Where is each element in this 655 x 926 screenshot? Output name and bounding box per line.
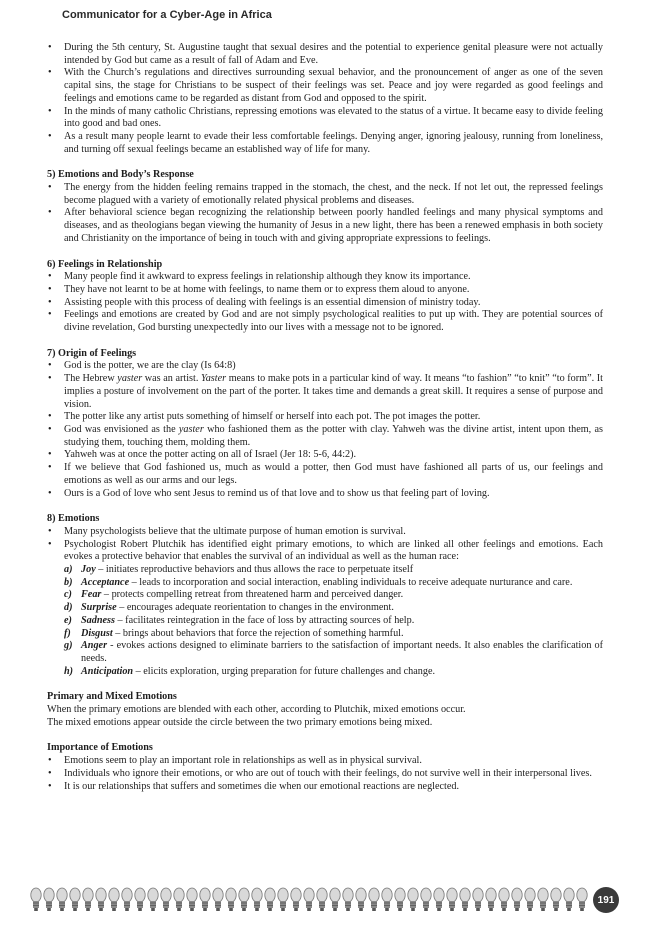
paragraph: The mixed emotions appear outside the circle between the two primary emotions being mixed. bbox=[47, 716, 433, 728]
section-list bbox=[47, 271, 603, 335]
list-item: • Individuals who ignore their emotions, or who are out of touch with their feelings, do not survive well in their interpersonal lives. bbox=[47, 768, 603, 781]
list-item bbox=[47, 373, 603, 411]
item-letter: e) bbox=[64, 614, 72, 626]
section-heading: Importance of Emotions bbox=[47, 742, 153, 754]
lightbulb-icon bbox=[173, 887, 185, 913]
emotion-term: Disgust bbox=[81, 627, 113, 639]
lightbulb-icon bbox=[420, 887, 432, 913]
lightbulb-icon bbox=[238, 887, 250, 913]
lightbulb-icon bbox=[160, 887, 172, 913]
emotion-item bbox=[64, 666, 603, 679]
section-list bbox=[47, 526, 603, 564]
emotion-desc: - evokes actions designed to eliminate barriers to the satisfaction of important needs. It also enables the clarification of needs. bbox=[81, 640, 603, 664]
item-letter: b) bbox=[64, 576, 73, 588]
paragraph: When the primary emotions are blended with each other, according to Plutchik, mixed emotions occur. bbox=[47, 704, 466, 716]
emotion-term: Anger bbox=[81, 640, 108, 652]
lightbulb-icon bbox=[537, 887, 549, 913]
emotion-desc: – facilitates reintegration in the face of loss by attracting sources of help. bbox=[114, 614, 415, 626]
list-item: • Many people find it awkward to express feelings in relationship although they know its importance. bbox=[47, 271, 603, 284]
lightbulb-icon bbox=[303, 887, 315, 913]
list-item: • God is the potter, we are the clay (Is 64:8) bbox=[47, 360, 603, 373]
emotion-desc: – initiates reproductive behaviors and thus allows the race to perpetuate itself bbox=[95, 564, 414, 576]
emotion-desc: – protects compelling retreat from threatened harm and perceived danger. bbox=[101, 589, 404, 601]
emotion-item bbox=[64, 628, 603, 641]
lightbulb-icon bbox=[277, 887, 289, 913]
section-emotions bbox=[47, 513, 603, 678]
lightbulb-icon bbox=[121, 887, 133, 913]
lightbulb-icon bbox=[264, 887, 276, 913]
item-letter: c) bbox=[64, 589, 72, 601]
lightbulb-icon bbox=[459, 887, 471, 913]
lightbulb-icon bbox=[316, 887, 328, 913]
lightbulb-icon bbox=[576, 887, 588, 913]
emotion-desc: – elicits exploration, urging preparation for future challenges and change. bbox=[133, 665, 436, 677]
list-item: • The potter like any artist puts something of himself or herself into each pot. The pot images the potter. bbox=[47, 411, 603, 424]
lightbulb-icon bbox=[407, 887, 419, 913]
list-item: • In the minds of many catholic Christians, repressing emotions was elevated to the status of a virtue. It became easy to divide feeling into good and bad ones. bbox=[47, 106, 603, 131]
emotion-term: Surprise bbox=[81, 602, 117, 614]
list-item: • Psychologist Robert Plutchik has identified eight primary emotions, to which are linked all other feelings and emotions. Each evokes a protective behavior that enables the survival of an individual as well as the human race: bbox=[47, 539, 603, 564]
lightbulb-icon bbox=[95, 887, 107, 913]
lightbulb-icon bbox=[43, 887, 55, 913]
item-letter: a) bbox=[64, 564, 73, 576]
section-list bbox=[47, 360, 603, 500]
list-item: • With the Church’s regulations and directives surrounding sexual behavior, and the pronouncement of anger as one of the seven capital sins, the stage for Christians to be suspect of their feelings was set. Peace and joy were regarded as good feelings and feelings and emotions came to be regarded as distant from God and opposed to the spirit. bbox=[47, 67, 603, 105]
lightbulb-icon bbox=[511, 887, 523, 913]
list-item: • Assisting people with this process of dealing with feelings is an essential dimension of ministry today. bbox=[47, 297, 603, 310]
lightbulb-icon bbox=[30, 887, 42, 913]
list-item: • Emotions seem to play an important role in relationships as well as in physical survival. bbox=[47, 755, 603, 768]
lightbulb-icon bbox=[225, 887, 237, 913]
list-item: • They have not learnt to be at home with feelings, to name them or to express them aloud to anyone. bbox=[47, 284, 603, 297]
text-run: was an artist. bbox=[142, 373, 201, 385]
emotion-desc: – brings about behaviors that force the rejection of something harmful. bbox=[112, 627, 404, 639]
emotion-term: Joy bbox=[81, 564, 96, 576]
page-footer bbox=[30, 887, 620, 915]
lightbulb-icon bbox=[550, 887, 562, 913]
lightbulb-icon bbox=[485, 887, 497, 913]
text-run: who fashioned them as the potter with clay. Yahweh was the divine artist, intent upon them, as studying them, touching them, molding them. bbox=[64, 423, 603, 448]
emotion-item bbox=[64, 602, 603, 615]
lightbulb-icon bbox=[394, 887, 406, 913]
section-feelings-relationship bbox=[47, 259, 603, 335]
page-body bbox=[47, 42, 603, 793]
text-run: God was envisioned as the bbox=[64, 423, 179, 435]
lightbulb-icon bbox=[147, 887, 159, 913]
emotion-term: Acceptance bbox=[81, 576, 130, 588]
lightbulb-icon bbox=[342, 887, 354, 913]
list-item: • After behavioral science began recognizing the relationship between poorly handled feelings and many physical symptoms and diseases, and as theologians began viewing the humanity of Jesus in a new light, there has been a renewed emphasis in both society and Christianity on the importance of being in touch with and giving appropriate expressions to feelings. bbox=[47, 207, 603, 245]
section-heading: 7) Origin of Feelings bbox=[47, 347, 137, 359]
section-origin-feelings bbox=[47, 348, 603, 500]
text-run: The Hebrew bbox=[64, 373, 118, 385]
section-heading: Primary and Mixed Emotions bbox=[47, 691, 177, 703]
text-run: means to make pots in a particular kind of way. It means “to fashion” “to knit” “to form”. It implies a posture of involvement on the part of the porter. It takes time and demands a great skill. It requires a sense of purpose and vision. bbox=[64, 373, 603, 410]
lightbulb-icon bbox=[524, 887, 536, 913]
section-heading: 5) Emotions and Body’s Response bbox=[47, 169, 194, 181]
list-item: • It is our relationships that suffers and sometimes die when our emotional reactions are neglected. bbox=[47, 781, 603, 794]
lightbulb-icon bbox=[134, 887, 146, 913]
lightbulb-icon bbox=[186, 887, 198, 913]
list-item: • If we believe that God fashioned us, much as would a potter, then God must have fashioned all parts of us, our feelings and emotions as well as our arms and our legs. bbox=[47, 462, 603, 487]
lightbulb-icon bbox=[355, 887, 367, 913]
lightbulb-icon bbox=[212, 887, 224, 913]
lightbulb-icon bbox=[199, 887, 211, 913]
emotion-desc: – leads to incorporation and social interaction, enabling individuals to receive adequate nurturance and care. bbox=[129, 576, 573, 588]
list-item: • During the 5th century, St. Augustine taught that sexual desires and the potential to experience genital pleasure were not actually intended by God but came as a result of fall of Adam and Eve. bbox=[47, 42, 603, 67]
lightbulb-icon bbox=[69, 887, 81, 913]
emotion-desc: – encourages adequate reorientation to changes in the environment. bbox=[116, 602, 394, 614]
emotion-item bbox=[64, 564, 603, 577]
section-mixed-emotions bbox=[47, 691, 603, 729]
emotion-item bbox=[64, 615, 603, 628]
item-letter: g) bbox=[64, 640, 73, 652]
lightbulb-icon bbox=[563, 887, 575, 913]
emotion-term: Anticipation bbox=[81, 665, 134, 677]
lightbulb-icon bbox=[498, 887, 510, 913]
running-header: Communicator for a Cyber-Age in Africa bbox=[62, 9, 272, 21]
list-item: • Many psychologists believe that the ultimate purpose of human emotion is survival. bbox=[47, 526, 603, 539]
list-item: • Feelings and emotions are created by God and are not simply psychological realities to put up with. They are potential sources of divine revelation, God bursting unexpectedly into our lives with a message not to be ignored. bbox=[47, 309, 603, 334]
list-item bbox=[47, 424, 603, 449]
section-list bbox=[47, 182, 603, 246]
lightbulb-icon bbox=[329, 887, 341, 913]
intro-list bbox=[47, 42, 603, 156]
italic-term: yaster bbox=[117, 373, 143, 385]
lightbulb-border bbox=[30, 887, 588, 913]
emotion-item bbox=[64, 640, 603, 665]
emotion-item bbox=[64, 577, 603, 590]
lightbulb-icon bbox=[472, 887, 484, 913]
section-importance-emotions bbox=[47, 742, 603, 793]
section-list bbox=[47, 755, 603, 793]
page-number: 191 bbox=[593, 887, 619, 913]
list-item: • Yahweh was at once the potter acting on all of Israel (Jer 18: 5-6, 44:2). bbox=[47, 449, 603, 462]
lightbulb-icon bbox=[290, 887, 302, 913]
lightbulb-icon bbox=[108, 887, 120, 913]
item-letter: f) bbox=[64, 627, 71, 639]
emotion-term: Sadness bbox=[81, 614, 115, 626]
lightbulb-icon bbox=[446, 887, 458, 913]
emotion-item bbox=[64, 589, 603, 602]
lightbulb-icon bbox=[251, 887, 263, 913]
list-item: • The energy from the hidden feeling remains trapped in the stomach, the chest, and the neck. If not let out, the repressed feelings become plagued with a variety of emotionally related physical problems and diseases. bbox=[47, 182, 603, 207]
section-emotions-body bbox=[47, 169, 603, 245]
lightbulb-icon bbox=[82, 887, 94, 913]
item-letter: h) bbox=[64, 665, 74, 677]
list-item: • Ours is a God of love who sent Jesus to remind us of that love and to show us that feeling part of loving. bbox=[47, 488, 603, 501]
italic-term: yaster bbox=[178, 423, 204, 435]
lightbulb-icon bbox=[368, 887, 380, 913]
item-letter: d) bbox=[64, 602, 73, 614]
section-heading: 6) Feelings in Relationship bbox=[47, 258, 163, 270]
italic-term: Yaster bbox=[200, 373, 227, 385]
emotion-term: Fear bbox=[81, 589, 102, 601]
lightbulb-icon bbox=[433, 887, 445, 913]
list-item: • As a result many people learnt to evade their less comfortable feelings. Denying anger, ignoring jealousy, running from loneliness, and turning off sexual feelings became an established way of life for many. bbox=[47, 131, 603, 156]
lightbulb-icon bbox=[381, 887, 393, 913]
section-heading: 8) Emotions bbox=[47, 513, 100, 525]
lightbulb-icon bbox=[56, 887, 68, 913]
emotion-list bbox=[47, 564, 603, 678]
